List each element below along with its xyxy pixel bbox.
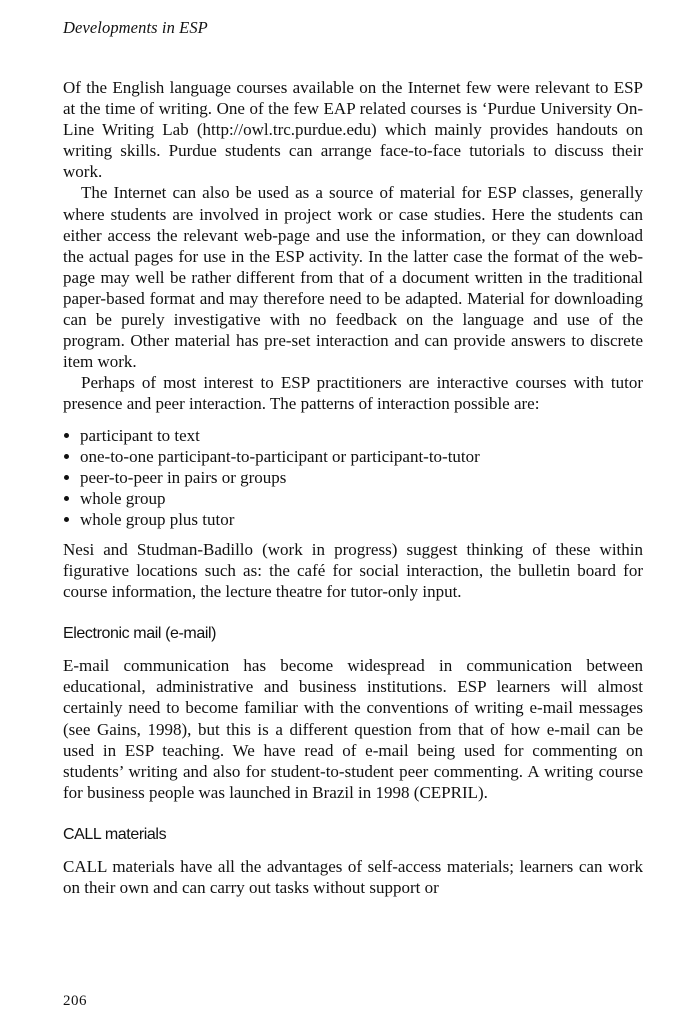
- paragraph-figurative-locations: Nesi and Studman-Badillo (work in progress) suggest thinking of these within figurative locations such as: the café for social interaction, the bulletin board for course information, the lecture theatre for tutor-only input.: [63, 539, 643, 602]
- page-body: [63, 77, 643, 898]
- page-number: 206: [63, 993, 87, 1009]
- paragraph-interactive-courses: Perhaps of most interest to ESP practitioners are interactive courses with tutor presence and peer interaction. The patterns of interaction possible are:: [63, 373, 643, 414]
- list-item: one-to-one participant-to-participant or participant-to-tutor: [63, 446, 643, 467]
- list-item: participant to text: [63, 425, 643, 446]
- bullet-icon: [64, 475, 69, 480]
- paragraph-internet-source: The Internet can also be used as a source of material for ESP classes, generally where students are involved in project work or case studies. Here the students can either access the relevant web-page and use the information, or they can download the actual pages for use in the ESP activity. In the latter case the format of the web-page may well be rather different from that of a document written in the traditional paper-based format and may therefore need to be adapted. Material for downloading can be purely investigative with no feedback on the language and use of the program. Other material has pre-set interaction and can provide answers to discrete item work.: [63, 183, 643, 372]
- bullet-icon: [64, 496, 69, 501]
- paragraph-purdue: Of the English language courses available on the Internet few were relevant to ESP at the time of writing. One of the few EAP related courses is ‘Purdue University On-Line Writing Lab (http://owl.trc.purdue.edu) which mainly provides handouts on writing skills. Purdue students can arrange face-to-face tutorials to discuss their work.: [63, 78, 643, 182]
- bullet-icon: [64, 433, 69, 438]
- bullet-icon: [64, 454, 69, 459]
- list-item: whole group plus tutor: [63, 509, 643, 530]
- section-heading-call-materials: CALL materials: [63, 825, 167, 843]
- paragraph-call-materials: CALL materials have all the advantages of self-access materials; learners can work on their own and can carry out tasks without support or: [63, 856, 643, 897]
- list-item: peer-to-peer in pairs or groups: [63, 467, 643, 488]
- list-item: whole group: [63, 488, 643, 509]
- interaction-patterns-list: [63, 425, 643, 530]
- paragraph-email: E-mail communication has become widespread in communication between educational, administrative and business institutions. ESP learners will almost certainly need to become familiar with the conventions of writing e-mail messages (see Gains, 1998), but this is a different question from that of how e-mail can be used in ESP teaching. We have read of e-mail being used for commenting on students’ writing and also for student-to-student peer commenting. A writing course for business people was launched in Brazil in 1998 (CEPRIL).: [63, 656, 643, 802]
- bullet-icon: [64, 517, 69, 522]
- running-head: Developments in ESP: [63, 18, 208, 37]
- section-heading-email: Electronic mail (e-mail): [63, 625, 217, 643]
